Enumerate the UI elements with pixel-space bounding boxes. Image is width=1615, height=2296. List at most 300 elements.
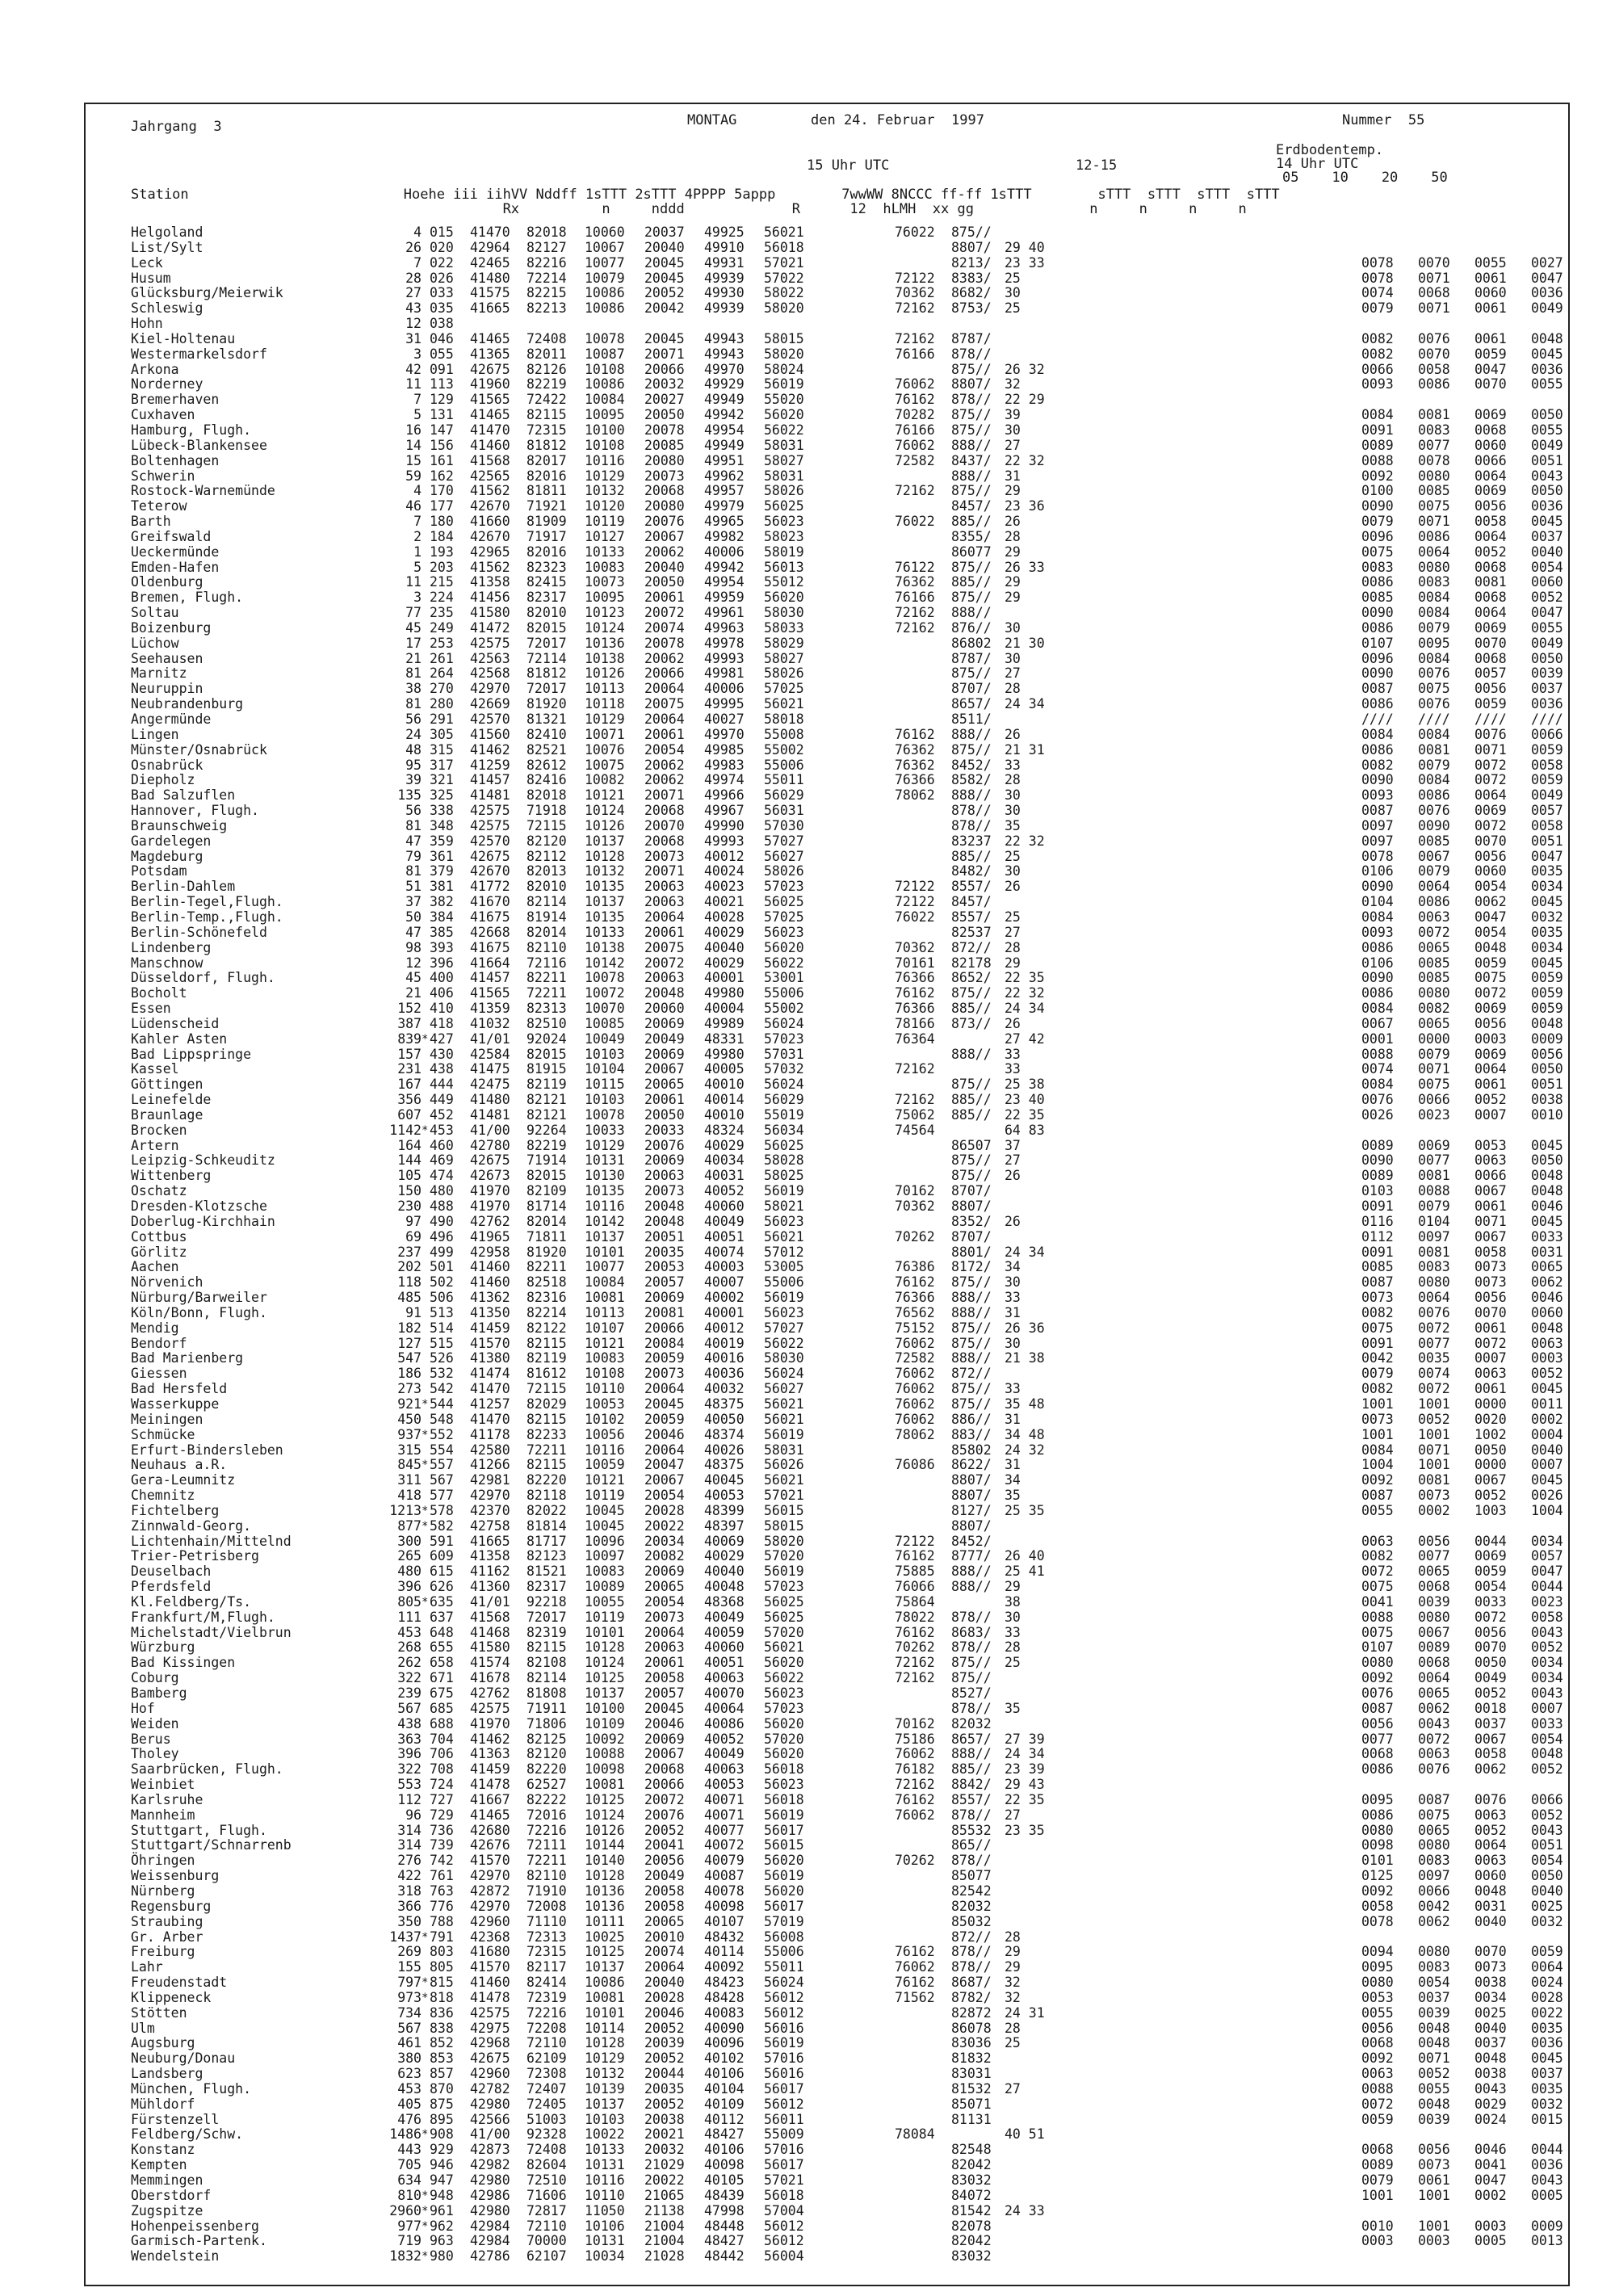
station-gust: 22 29 <box>1005 392 1045 408</box>
soil-temp-10: 0071 <box>1418 2050 1450 2067</box>
station-gust: 29 <box>1005 955 1021 971</box>
station-pressure: 49942 <box>704 559 745 575</box>
soil-temp-05: 0094 <box>1361 1944 1394 1960</box>
station-nddff: 82011 <box>526 346 567 362</box>
station-altitude: 3 <box>413 346 422 362</box>
station-min-temp: 20076 <box>644 1807 685 1823</box>
station-nddff: 71911 <box>526 1700 567 1716</box>
station-altitude: 634 <box>397 2172 422 2188</box>
station-iihvv: 41259 <box>470 757 510 773</box>
soil-temp-50: 0038 <box>1531 1092 1563 1108</box>
station-cloud: 83031 <box>951 2066 992 2082</box>
station-index: 418 <box>430 1015 454 1031</box>
soil-temp-10: 0085 <box>1418 955 1450 971</box>
station-iihvv: 41675 <box>470 939 510 955</box>
station-index: 348 <box>430 817 454 833</box>
station-altitude: 300 <box>397 1533 422 1549</box>
station-cloud: 878// <box>951 1807 992 1823</box>
station-tendency: 56019 <box>764 376 804 392</box>
table-row <box>131 1883 1563 1899</box>
station-iihvv: 42964 <box>470 239 510 255</box>
soil-temp-20: 0058 <box>1474 1244 1507 1260</box>
station-index: 452 <box>430 1106 454 1123</box>
station-altitude: 322 <box>397 1761 422 1778</box>
station-iihvv: 41456 <box>470 590 510 606</box>
station-iihvv: 42982 <box>470 2157 510 2173</box>
soil-temp-50: 0051 <box>1531 1837 1563 1853</box>
soil-temp-10: 0065 <box>1418 1822 1450 1838</box>
station-max-temp: 10086 <box>585 300 625 317</box>
station-cloud: 888// <box>951 437 992 453</box>
station-min-temp: 20032 <box>644 376 685 392</box>
station-nddff: 82115 <box>526 1639 567 1656</box>
station-cloud: 875// <box>951 225 992 240</box>
station-tendency: 58020 <box>764 346 804 362</box>
station-cloud: 888// <box>951 1350 992 1366</box>
station-altitude: 607 <box>397 1106 422 1123</box>
table-row <box>131 376 1563 392</box>
station-pressure: 49939 <box>704 270 745 286</box>
station-cloud: 872// <box>951 939 992 955</box>
soil-temp-50: 0040 <box>1531 1883 1563 1899</box>
station-tendency: 55009 <box>764 2126 804 2143</box>
station-iihvv: 42584 <box>470 1046 510 1062</box>
station-tendency: 58020 <box>764 1533 804 1549</box>
station-name: Teterow <box>131 498 187 514</box>
soil-temp-05: 0089 <box>1361 1137 1394 1153</box>
station-pressure: 40106 <box>704 2066 745 2082</box>
table-row <box>131 1198 1563 1215</box>
soil-temp-50: 0055 <box>1531 619 1563 636</box>
station-min-temp: 20067 <box>644 1061 685 1077</box>
soil-temp-05: 0079 <box>1361 1366 1394 1382</box>
station-iihvv: 42980 <box>470 2096 510 2112</box>
station-gust: 25 <box>1005 909 1021 925</box>
soil-temp-20: 1002 <box>1474 1426 1507 1442</box>
soil-temp-20: 0031 <box>1474 1898 1507 1914</box>
soil-temp-10: 0087 <box>1418 1791 1450 1807</box>
station-altitude: 98 <box>405 939 422 955</box>
station-cloud: 8457/ <box>951 894 992 910</box>
station-max-temp: 10095 <box>585 590 625 606</box>
station-altitude: 269 <box>397 1944 422 1960</box>
table-row <box>131 1061 1563 1077</box>
station-weather: 72122 <box>895 1533 935 1549</box>
station-altitude: 810 <box>397 2187 422 2203</box>
station-cloud: 875// <box>951 361 992 377</box>
soil-temp-20: 0000 <box>1474 1396 1507 1412</box>
soil-temp-05: 0078 <box>1361 254 1394 271</box>
station-gust: 40 51 <box>1005 2126 1045 2143</box>
station-iihvv: 42970 <box>470 1898 510 1914</box>
station-name: Hohenpeissenberg <box>131 2218 259 2234</box>
station-cloud: 8527/ <box>951 1685 992 1701</box>
soil-temp-50: 0065 <box>1531 1259 1563 1275</box>
station-index: 480 <box>430 1183 454 1199</box>
soil-temp-10: 0070 <box>1418 346 1450 362</box>
soil-temp-50: 0035 <box>1531 863 1563 879</box>
station-name: Potsdam <box>131 863 187 879</box>
soil-temp-50: 0057 <box>1531 1548 1563 1564</box>
table-row <box>131 772 1563 788</box>
station-name: Schwerin <box>131 468 195 484</box>
soil-temp-20: 0056 <box>1474 1015 1507 1031</box>
station-cloud: 8383/ <box>951 270 992 286</box>
station-altitude: 7 <box>413 254 422 271</box>
station-iihvv: 41562 <box>470 483 510 499</box>
soil-temp-50: 0048 <box>1531 1746 1563 1762</box>
station-nddff: 71110 <box>526 1913 567 1929</box>
station-gust: 23 36 <box>1005 498 1045 514</box>
station-index: 177 <box>430 498 454 514</box>
station-iihvv: 41664 <box>470 955 510 971</box>
station-min-temp: 20061 <box>644 590 685 606</box>
soil-temp-20: 0069 <box>1474 483 1507 499</box>
station-gust: 24 32 <box>1005 1442 1045 1458</box>
station-min-temp: 20076 <box>644 514 685 530</box>
soil-temp-10: 0076 <box>1418 1761 1450 1778</box>
station-iihvv: 42970 <box>470 1868 510 1884</box>
soil-temp-20: 0057 <box>1474 665 1507 682</box>
station-gust: 30 <box>1005 1609 1021 1625</box>
station-max-temp: 10079 <box>585 270 625 286</box>
station-nddff: 81909 <box>526 514 567 530</box>
station-gust: 32 <box>1005 1989 1021 2005</box>
table-row <box>131 726 1563 743</box>
station-cloud: 888// <box>951 468 992 484</box>
station-name: Rostock-Warnemünde <box>131 483 275 499</box>
soil-temp-20: 0040 <box>1474 2020 1507 2036</box>
soil-temp-05: 0082 <box>1361 1548 1394 1564</box>
station-min-temp: 20057 <box>644 1685 685 1701</box>
soil-temp-05: 0096 <box>1361 528 1394 544</box>
soil-temp-50: 0026 <box>1531 1488 1563 1504</box>
station-index: 156 <box>430 437 454 453</box>
station-nddff: 72017 <box>526 1609 567 1625</box>
station-nddff: 92264 <box>526 1122 567 1138</box>
station-min-temp: 20010 <box>644 1929 685 1945</box>
table-row <box>131 2004 1563 2021</box>
station-iihvv: 41665 <box>470 1533 510 1549</box>
station-cloud: 86078 <box>951 2020 992 2036</box>
station-name: Stötten <box>131 2004 187 2021</box>
station-altitude: 17 <box>405 635 422 651</box>
station-iihvv: 41568 <box>470 1609 510 1625</box>
station-tendency: 56015 <box>764 1837 804 1853</box>
soil-temp-10: 0062 <box>1418 1913 1450 1929</box>
station-tendency: 57023 <box>764 879 804 895</box>
station-nddff: 72208 <box>526 2020 567 2036</box>
station-altitude: 315 <box>397 1442 422 1458</box>
station-tendency: 56029 <box>764 787 804 804</box>
station-nddff: 82014 <box>526 924 567 940</box>
station-altitude: 480 <box>397 1564 422 1580</box>
station-tendency: 57022 <box>764 270 804 286</box>
station-index: 270 <box>430 681 454 697</box>
station-pressure: 40049 <box>704 1213 745 1229</box>
station-tendency: 58028 <box>764 1152 804 1169</box>
station-name: Boltenhagen <box>131 452 220 468</box>
station-weather: 76362 <box>895 757 935 773</box>
station-iihvv: 42965 <box>470 544 510 560</box>
station-gust: 28 <box>1005 681 1021 697</box>
soil-temp-10: 0080 <box>1418 468 1450 484</box>
station-altitude: 182 <box>397 1320 422 1336</box>
station-name: Saarbrücken, Flugh. <box>131 1761 283 1778</box>
station-iihvv: 41470 <box>470 225 510 240</box>
station-nddff: 82233 <box>526 1426 567 1442</box>
station-max-temp: 10103 <box>585 2111 625 2127</box>
soil-temp-20: 0058 <box>1474 1746 1507 1762</box>
station-cloud: 875// <box>951 985 992 1001</box>
soil-temp-20: 0064 <box>1474 1837 1507 1853</box>
station-index: 162 <box>430 468 454 484</box>
station-tendency: 57012 <box>764 1244 804 1260</box>
station-iihvv: 42986 <box>470 2187 510 2203</box>
station-nddff: 82126 <box>526 361 567 377</box>
station-index: 444 <box>430 1077 454 1093</box>
station-name: Gr. Arber <box>131 1929 203 1945</box>
station-weather: 75885 <box>895 1564 935 1580</box>
station-index: 261 <box>430 650 454 666</box>
station-name: Trier-Petrisberg <box>131 1548 259 1564</box>
station-cloud: 82872 <box>951 2004 992 2021</box>
soil-temp-50: 0045 <box>1531 514 1563 530</box>
station-name: Leipzig-Schkeuditz <box>131 1152 275 1169</box>
station-cloud: 8172/ <box>951 1259 992 1275</box>
station-gust: 33 <box>1005 1290 1021 1306</box>
station-tendency: 56017 <box>764 1822 804 1838</box>
station-tendency: 56019 <box>764 2035 804 2051</box>
station-altitude: 21 <box>405 985 422 1001</box>
station-min-temp: 20061 <box>644 1092 685 1108</box>
station-nddff: 81612 <box>526 1366 567 1382</box>
station-weather: 76062 <box>895 1396 935 1412</box>
station-min-temp: 20033 <box>644 1122 685 1138</box>
station-weather: 76022 <box>895 225 935 240</box>
soil-temp-05: 0091 <box>1361 1335 1394 1351</box>
station-max-temp: 10033 <box>585 1122 625 1138</box>
station-gust: 39 <box>1005 407 1021 423</box>
station-tendency: 56015 <box>764 1502 804 1518</box>
soil-temp-20: 0076 <box>1474 1791 1507 1807</box>
table-row <box>131 1123 1552 1139</box>
soil-temp-50: 0036 <box>1531 498 1563 514</box>
soil-temp-50: 0024 <box>1531 1975 1563 1991</box>
station-pressure: 40051 <box>704 1228 745 1245</box>
station-index: 091 <box>430 361 454 377</box>
station-weather: 76162 <box>895 1791 935 1807</box>
table-row <box>131 2020 1563 2037</box>
soil-temp-05: 0091 <box>1361 1198 1394 1214</box>
station-min-temp: 20082 <box>644 1548 685 1564</box>
station-weather: 70362 <box>895 285 935 301</box>
station-name: Glücksburg/Meierwik <box>131 285 283 301</box>
station-min-temp: 20069 <box>644 1564 685 1580</box>
station-min-temp: 20062 <box>644 650 685 666</box>
station-index: 449 <box>430 1092 454 1108</box>
station-gust: 25 <box>1005 1655 1021 1671</box>
station-nddff: 82015 <box>526 1168 567 1184</box>
station-gust: 27 <box>1005 924 1021 940</box>
station-max-temp: 10135 <box>585 1183 625 1199</box>
station-name: Lüdenscheid <box>131 1015 220 1031</box>
soil-temp-05: 1001 <box>1361 1396 1394 1412</box>
soil-temp-50: 0052 <box>1531 1366 1563 1382</box>
soil-temp-20: //// <box>1474 711 1507 727</box>
station-altitude: 81 <box>405 863 422 879</box>
soil-temp-50: 0007 <box>1531 1457 1563 1473</box>
station-iihvv: 41772 <box>470 879 510 895</box>
station-min-temp: 20070 <box>644 817 685 833</box>
station-iihvv: 41970 <box>470 1198 510 1214</box>
station-altitude: 50 <box>405 909 422 925</box>
station-index: 129 <box>430 392 454 408</box>
column-header-line1: Station Hoehe iii iihVV Nddff 1sTTT 2sTTT 4PPPP 5appp 7wwWW 8NCCC ff-ff 1sTTT sTTT sTTT sTTT sTTT <box>131 187 1280 203</box>
soil-temp-10: 0064 <box>1418 1290 1450 1306</box>
station-iihvv: 41580 <box>470 1639 510 1656</box>
station-index: 180 <box>430 514 454 530</box>
table-row <box>131 1761 1563 1778</box>
soil-temp-20: 0059 <box>1474 955 1507 971</box>
station-cloud: 8682/ <box>951 285 992 301</box>
station-max-temp: 10059 <box>585 1457 625 1473</box>
station-cloud: 8557/ <box>951 909 992 925</box>
station-min-temp: 20071 <box>644 346 685 362</box>
soil-temp-05: 0068 <box>1361 1746 1394 1762</box>
station-name: Soltau <box>131 605 179 621</box>
soil-temp-05: 0075 <box>1361 544 1394 560</box>
soil-temp-20: 0075 <box>1474 970 1507 986</box>
station-pressure: 49980 <box>704 985 745 1001</box>
station-weather: 72162 <box>895 330 935 346</box>
station-index: 131 <box>430 407 454 423</box>
station-nddff: 71806 <box>526 1715 567 1731</box>
station-nddff: 82125 <box>526 1731 567 1747</box>
soil-temp-20: 0072 <box>1474 985 1507 1001</box>
soil-temp-20: 0067 <box>1474 1228 1507 1245</box>
station-nddff: 82118 <box>526 1488 567 1504</box>
table-row <box>131 422 1563 439</box>
station-cloud: 8127/ <box>951 1502 992 1518</box>
station-pressure: 48423 <box>704 1975 745 1991</box>
table-row <box>131 696 1563 712</box>
station-iihvv: 41362 <box>470 1290 510 1306</box>
station-pressure: 40060 <box>704 1639 745 1656</box>
station-name: Garmisch-Partenk. <box>131 2233 267 2249</box>
station-gust: 26 <box>1005 1213 1021 1229</box>
station-index: 235 <box>430 605 454 621</box>
station-cloud: 875// <box>951 1274 992 1291</box>
station-altitude: 202 <box>397 1259 422 1275</box>
soil-temp-05: 0095 <box>1361 1959 1394 1975</box>
station-weather: 70362 <box>895 939 935 955</box>
table-row <box>131 2249 1552 2265</box>
station-cloud: 82078 <box>951 2218 992 2234</box>
station-max-temp: 10138 <box>585 939 625 955</box>
mountain-marker: * <box>422 1519 429 1533</box>
station-gust: 29 <box>1005 1944 1021 1960</box>
station-nddff: 81920 <box>526 1244 567 1260</box>
station-iihvv: 41678 <box>470 1670 510 1686</box>
station-name: Bad Hersfeld <box>131 1381 228 1397</box>
station-index: 655 <box>430 1639 454 1656</box>
station-min-temp: 20037 <box>644 225 685 240</box>
station-gust: 25 <box>1005 270 1021 286</box>
soil-temp-20: 0025 <box>1474 2004 1507 2021</box>
station-tendency: 58031 <box>764 468 804 484</box>
station-min-temp: 20075 <box>644 696 685 712</box>
station-weather: 76086 <box>895 1457 935 1473</box>
station-weather: 76062 <box>895 1366 935 1382</box>
station-max-temp: 10103 <box>585 1092 625 1108</box>
soil-temp-20: 0056 <box>1474 681 1507 697</box>
station-min-temp: 20071 <box>644 863 685 879</box>
soil-temp-50: 0054 <box>1531 1731 1563 1747</box>
station-gust: 24 34 <box>1005 1244 1045 1260</box>
station-pressure: 49995 <box>704 696 745 712</box>
station-altitude: 111 <box>397 1609 422 1625</box>
station-iihvv: 41481 <box>470 1106 510 1123</box>
station-nddff: 82016 <box>526 544 567 560</box>
station-min-temp: 20064 <box>644 711 685 727</box>
station-nddff: 82219 <box>526 1137 567 1153</box>
table-row <box>131 2127 1552 2143</box>
station-tendency: 56023 <box>764 1213 804 1229</box>
station-max-temp: 10132 <box>585 483 625 499</box>
station-altitude: 45 <box>405 619 422 636</box>
station-min-temp: 20038 <box>644 2111 685 2127</box>
soil-temp-05: 0082 <box>1361 346 1394 362</box>
station-max-temp: 10137 <box>585 1228 625 1245</box>
station-gust: 28 <box>1005 528 1021 544</box>
station-index: 381 <box>430 879 454 895</box>
soil-temp-50: 0036 <box>1531 285 1563 301</box>
station-max-temp: 10125 <box>585 1944 625 1960</box>
station-max-temp: 10096 <box>585 1533 625 1549</box>
soil-temp-50: 0034 <box>1531 879 1563 895</box>
station-weather: 72122 <box>895 879 935 895</box>
station-index: 582 <box>430 1517 454 1534</box>
station-gust: 25 <box>1005 2035 1021 2051</box>
station-min-temp: 20080 <box>644 452 685 468</box>
station-cloud: 81542 <box>951 2202 992 2218</box>
soil-temp-05: 0068 <box>1361 2142 1394 2158</box>
station-tendency: 56020 <box>764 1715 804 1731</box>
station-gust: 29 <box>1005 1959 1021 1975</box>
station-gust: 23 40 <box>1005 1092 1045 1108</box>
soil-temp-20: 0054 <box>1474 924 1507 940</box>
station-tendency: 56021 <box>764 1472 804 1488</box>
station-max-temp: 10129 <box>585 2050 625 2067</box>
station-tendency: 56018 <box>764 2187 804 2203</box>
station-altitude: 1 <box>413 544 422 560</box>
station-tendency: 56018 <box>764 239 804 255</box>
table-row <box>131 803 1563 819</box>
station-iihvv: 42980 <box>470 2202 510 2218</box>
station-nddff: 70000 <box>526 2233 567 2249</box>
station-nddff: 72016 <box>526 1807 567 1823</box>
station-altitude: 79 <box>405 848 422 864</box>
station-pressure: 48442 <box>704 2248 745 2265</box>
table-row <box>131 2157 1563 2173</box>
station-index: 460 <box>430 1137 454 1153</box>
station-iihvv: 41970 <box>470 1183 510 1199</box>
station-nddff: 72214 <box>526 270 567 286</box>
station-index: 427 <box>430 1030 454 1047</box>
station-name: Braunlage <box>131 1106 203 1123</box>
station-iihvv: 42782 <box>470 2080 510 2097</box>
